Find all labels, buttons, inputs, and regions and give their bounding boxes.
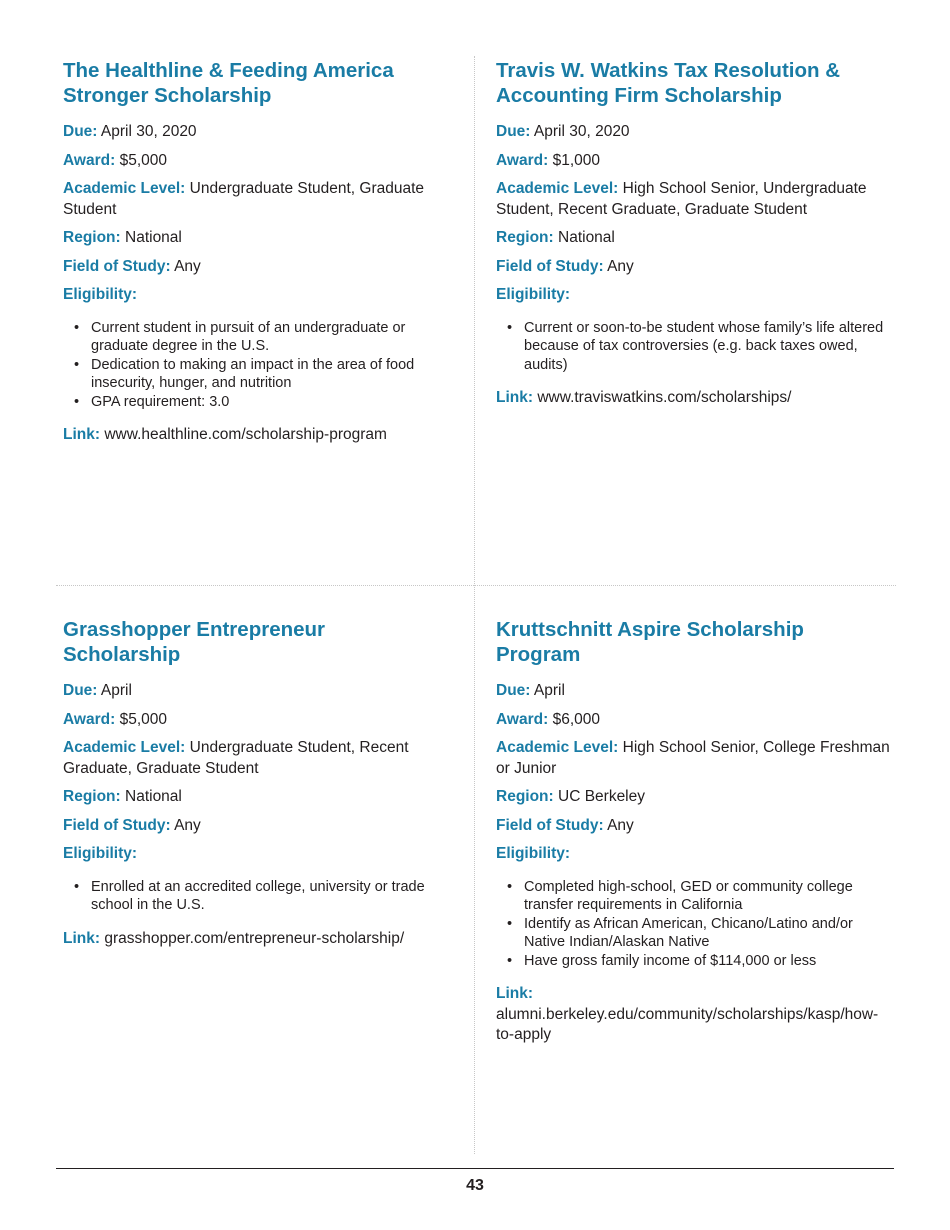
eligibility-label: Eligibility: (63, 286, 138, 303)
field-of-study-value: Any (174, 816, 201, 834)
eligibility-item (507, 915, 891, 952)
eligibility-item-text: Enrolled at an accredited college, university or trade school in the U.S. (91, 878, 425, 913)
due-value: April (100, 682, 132, 699)
due-row (63, 122, 448, 143)
bullet-icon: • (507, 878, 513, 895)
due-label: Due: (496, 682, 531, 699)
eligibility-list (496, 878, 891, 971)
region-value: National (558, 229, 615, 246)
award-label: Award: (496, 710, 549, 728)
eligibility-item-text: Have gross family income of $114,000 or less (524, 952, 817, 969)
scholarship-link[interactable]: www.traviswatkins.com/scholarships/ (537, 389, 792, 406)
eligibility-list (63, 878, 448, 915)
field-of-study-label: Field of Study: (63, 257, 171, 275)
due-value: April 30, 2020 (533, 123, 630, 140)
link-row (63, 425, 448, 446)
region-value: National (125, 229, 182, 246)
eligibility-item-text: Identify as African American, Chicano/Latino and/or Native Indian/Alaskan Native (524, 915, 853, 950)
bullet-icon: • (507, 952, 513, 969)
scholarship-title: Travis W. Watkins Tax Resolution & Accounting Firm Scholarship (496, 59, 841, 107)
footer-rule (56, 1168, 894, 1169)
region-value: National (125, 788, 182, 805)
bullet-icon: • (507, 915, 513, 932)
scholarship-card-travis-watkins (496, 58, 891, 409)
eligibility-item (507, 878, 891, 915)
scholarship-card-grasshopper (63, 617, 448, 949)
due-row (496, 122, 891, 143)
field-of-study-row (496, 257, 891, 278)
academic-level-label: Academic Level: (63, 739, 186, 756)
field-of-study-value: Any (607, 257, 634, 275)
eligibility-label: Eligibility: (63, 845, 138, 862)
bullet-icon: • (74, 393, 80, 410)
bullet-icon: • (74, 878, 80, 895)
award-value: $1,000 (552, 151, 600, 169)
eligibility-item-text: Dedication to making an impact in the area of food insecurity, hunger, and nutrition (91, 356, 415, 391)
region-label: Region: (496, 229, 554, 246)
region-row (63, 787, 448, 808)
region-row (63, 228, 448, 249)
academic-level-value: Undergraduate Student, Recent Graduate, Graduate Student (63, 739, 409, 777)
due-label: Due: (496, 123, 531, 140)
due-row (63, 681, 448, 702)
eligibility-item (74, 319, 448, 356)
eligibility-item-text: Current or soon-to-be student whose family’s life altered because of tax controversies (e.g. back taxes owed, audits) (524, 319, 884, 373)
region-label: Region: (63, 229, 121, 246)
academic-level-row (496, 179, 891, 220)
academic-level-row (63, 179, 448, 220)
field-of-study-label: Field of Study: (496, 257, 604, 275)
academic-level-label: Academic Level: (496, 739, 619, 756)
scholarship-title: Kruttschnitt Aspire Scholarship Program (496, 618, 804, 666)
link-row (496, 388, 891, 409)
scholarship-link[interactable]: www.healthline.com/scholarship-program (104, 426, 387, 443)
due-row (496, 681, 891, 702)
award-value: $5,000 (119, 151, 167, 169)
scholarship-title: The Healthline & Feeding America Stronger Scholarship (63, 59, 394, 107)
award-label: Award: (63, 151, 116, 169)
eligibility-item-text: Current student in pursuit of an undergraduate or graduate degree in the U.S. (91, 319, 406, 354)
link-label: Link: (496, 389, 534, 406)
academic-level-row (63, 738, 448, 779)
region-row (496, 228, 891, 249)
field-of-study-row (496, 816, 891, 837)
award-label: Award: (63, 710, 116, 728)
bullet-icon: • (507, 319, 513, 336)
award-label: Award: (496, 151, 549, 169)
eligibility-item-text: GPA requirement: 3.0 (91, 393, 230, 410)
due-value: April (533, 682, 565, 699)
due-label: Due: (63, 682, 98, 699)
scholarship-link[interactable]: grasshopper.com/entrepreneur-scholarship/ (104, 929, 405, 947)
scholarship-link[interactable]: alumni.berkeley.edu/community/scholarships/kasp/how-to-apply (496, 1005, 879, 1043)
eligibility-list (496, 319, 891, 375)
award-row (496, 151, 891, 172)
academic-level-label: Academic Level: (63, 180, 186, 197)
award-row (496, 710, 891, 731)
link-label: Link: (496, 985, 534, 1002)
horizontal-divider (56, 585, 896, 586)
academic-level-value: High School Senior, Undergraduate Student, Recent Graduate, Graduate Student (496, 180, 867, 218)
page-number: 43 (466, 1177, 484, 1194)
vertical-divider (474, 56, 475, 1154)
region-row (496, 787, 891, 808)
eligibility-item (74, 878, 448, 915)
scholarship-card-kruttschnitt (496, 617, 891, 1046)
due-value: April 30, 2020 (100, 123, 197, 140)
eligibility-item (507, 952, 891, 971)
link-label: Link: (63, 929, 101, 947)
link-row (63, 929, 448, 950)
eligibility-item (507, 319, 891, 375)
eligibility-label: Eligibility: (496, 845, 571, 862)
award-value: $6,000 (552, 710, 600, 728)
academic-level-value: Undergraduate Student, Graduate Student (63, 180, 425, 218)
award-value: $5,000 (119, 710, 167, 728)
field-of-study-row (63, 816, 448, 837)
scholarship-card-healthline (63, 58, 448, 446)
award-row (63, 151, 448, 172)
bullet-icon: • (74, 319, 80, 336)
academic-level-label: Academic Level: (496, 180, 619, 197)
scholarship-title: Grasshopper Entrepreneur Scholarship (63, 618, 326, 666)
field-of-study-label: Field of Study: (496, 816, 604, 834)
due-label: Due: (63, 123, 98, 140)
region-value: UC Berkeley (558, 788, 645, 805)
link-row (496, 984, 891, 1046)
eligibility-item (74, 356, 448, 393)
field-of-study-value: Any (174, 257, 201, 275)
region-label: Region: (496, 788, 554, 805)
field-of-study-label: Field of Study: (63, 816, 171, 834)
field-of-study-row (63, 257, 448, 278)
link-label: Link: (63, 426, 101, 443)
eligibility-item-text: Completed high-school, GED or community college transfer requirements in California (524, 878, 853, 913)
field-of-study-value: Any (607, 816, 634, 834)
academic-level-row (496, 738, 891, 779)
academic-level-value: High School Senior, College Freshman or Junior (496, 739, 890, 777)
eligibility-list (63, 319, 448, 412)
eligibility-label: Eligibility: (496, 286, 571, 303)
award-row (63, 710, 448, 731)
region-label: Region: (63, 788, 121, 805)
eligibility-item (74, 393, 448, 412)
bullet-icon: • (74, 356, 80, 373)
